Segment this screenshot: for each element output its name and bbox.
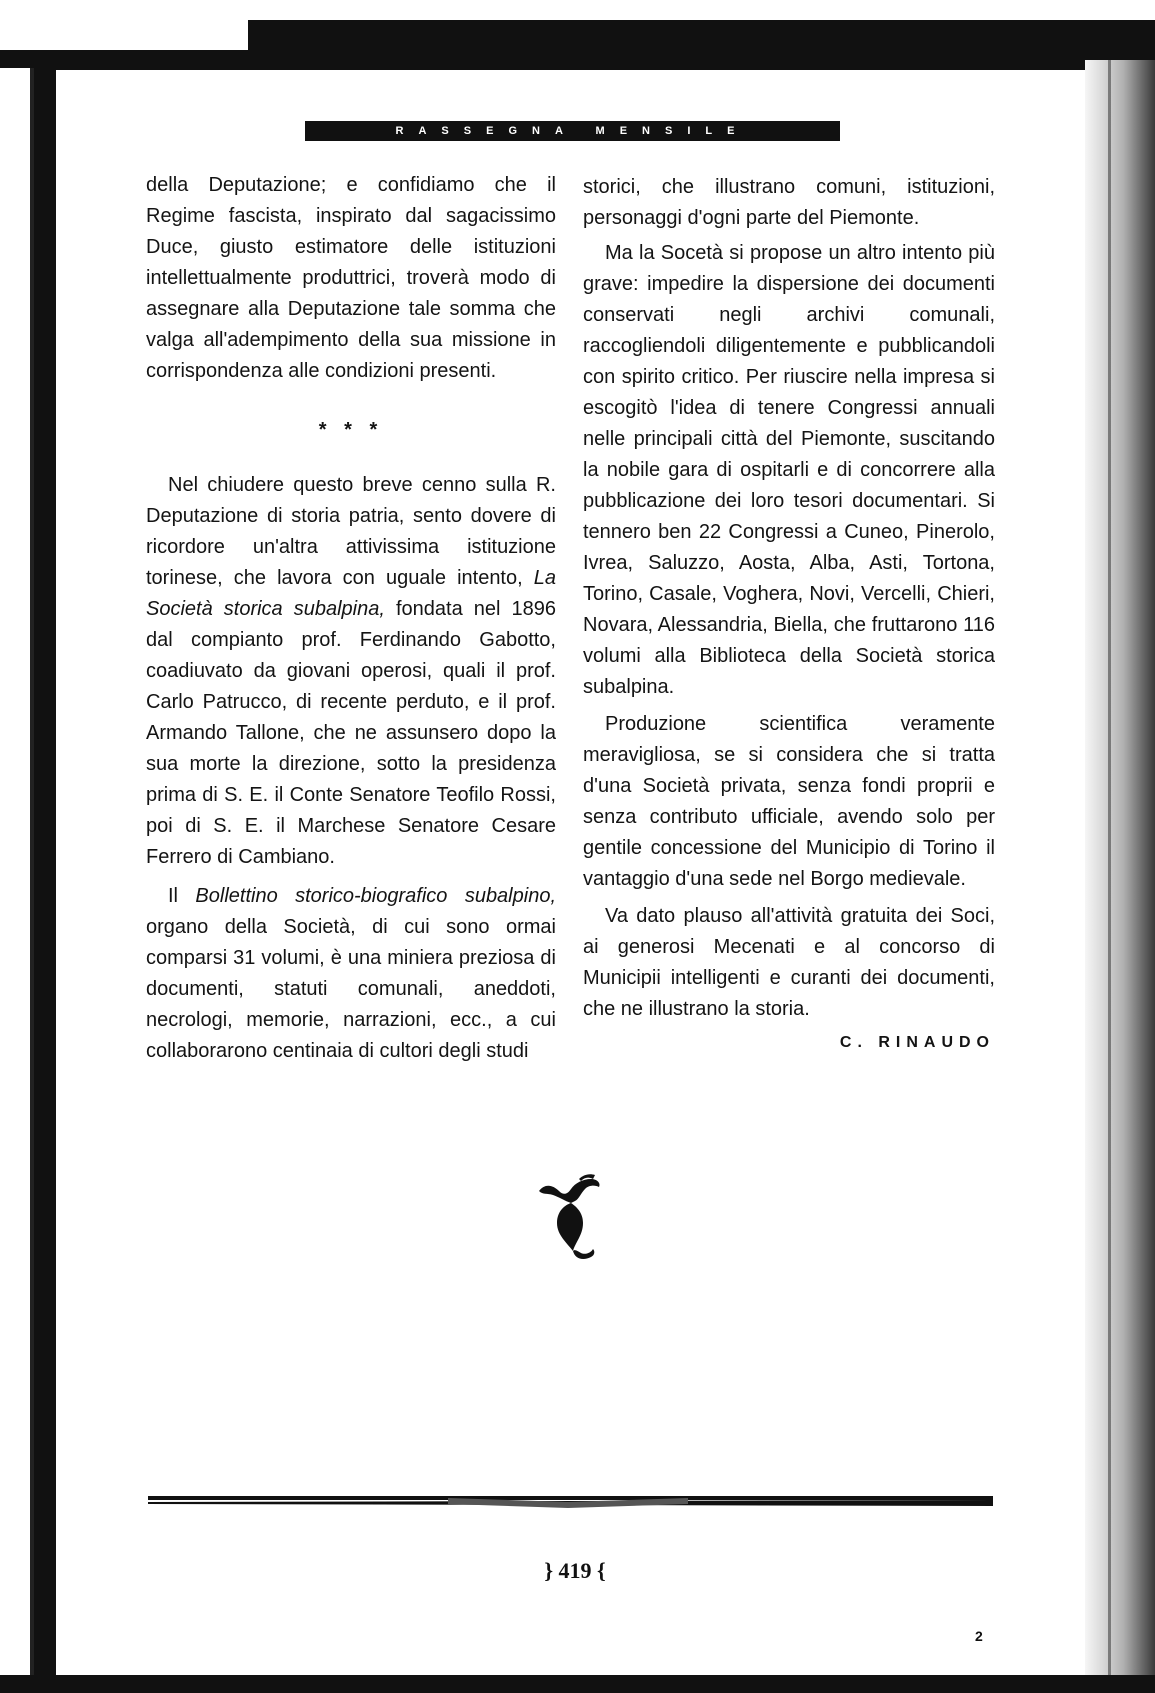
right-paragraph-4: Va dato plauso all'attività gratuita dei Soci, ai generosi Mecenati e al concorso di Municipii intelligenti e curanti dei documenti, che ne illustrano la storia. [583, 905, 995, 1020]
facing-page-edge [0, 68, 34, 1693]
scan-margin-top [0, 0, 1155, 20]
author-signature: C. RINAUDO [839, 1034, 995, 1051]
page-gutter-shadow [1085, 60, 1155, 1680]
page-number-value: 419 [558, 1558, 592, 1583]
left-paragraph-3-text-a: Il [168, 885, 196, 907]
footer-rule-ornament [148, 1490, 993, 1512]
left-paragraph-2-text-a: Nel chiudere questo breve cenno sulla R. Deputazione di storia patria, sento dovere di ricordore un'altra attivissima istituzione torinese, che lavora con uguale intento, [146, 474, 556, 589]
right-column [583, 172, 995, 1058]
section-separator: * * * [318, 419, 384, 441]
page-number: } 419 { [544, 1558, 606, 1583]
scan-shadow-top [248, 20, 1155, 52]
left-paragraph-3-text-b: organo della Società, di cui sono ormai comparsi 31 volumi, è una miniera preziosa di documenti, statuti comunali, aneddoti, necrologi, memorie, narrazioni, ecc., a cui collaborarono centinaia di cultori degli studi [146, 916, 556, 1062]
left-paragraph-3 [146, 881, 556, 1067]
signature-mark: 2 [975, 1628, 983, 1644]
right-paragraph-1: storici, che illustrano comuni, istituzioni, personaggi d'ogni parte del Piemonte. [583, 176, 995, 229]
right-paragraph-2: Ma la Socetà si propose un altro intento più grave: impedire la dispersione dei documenti conservati negli archivi comunali, raccogliendoli diligentemente e pubblicandoli con spirito critico. Per riuscire nella impresa si escogitò l'idea di tenere Congressi annuali nelle principali città del Piemonte, suscitando la nobile gara di ospitarli e di concorrere alla pubblicazione dei loro tesori documentari. Si tennero ben 22 Congressi a Cuneo, Pinerolo, Ivrea, Saluzzo, Aosta, Alba, Asti, Tortona, Torino, Casale, Voghera, Novi, Vercelli, Chieri, Novara, Alessandria, Biella, che fruttarono 116 volumi alla Biblioteca della Società storica subalpina. [583, 242, 995, 698]
right-paragraph-3: Produzione scientifica veramente meravigliosa, se si considera che si tratta d'una Società privata, senza fondi proprii e senza contributo ufficiale, avendo solo per gentile concessione del Municipio di Torino il vantaggio d'una sede nel Borgo medievale. [583, 713, 995, 890]
running-header-title: RASSEGNA MENSILE [395, 125, 750, 137]
left-paragraph-2 [146, 470, 556, 873]
left-paragraph-2-text-b: fondata nel 1896 dal compianto prof. Ferdinando Gabotto, coadiuvato da giovani operosi, quali il prof. Carlo Patrucco, di recente perduto, e il prof. Armando Tallone, che ne assunsero dopo la sua morte la direzione, sotto la presidenza prima di S. E. il Conte Senatore Teofilo Rossi, poi di S. E. il Marchese Senatore Cesare Ferrero di Cambiano. [146, 598, 556, 868]
gutter-line [1108, 60, 1111, 1680]
scan-shadow-bottom [0, 1675, 1155, 1693]
heart-ornament-icon [535, 1173, 605, 1263]
bulletin-title-italic: Bollettino storico-biografico subalpino, [195, 885, 556, 907]
left-paragraph-1: della Deputazione; e confidiamo che il Regime fascista, inspirato dal sagacissimo Duce, giusto estimatore delle istituzioni intellettualmente produttrici, troverà modo di assegnare alla Deputazione tale somma che valga all'adempimento della sua missione in corrispondenza alle condizioni presenti. [146, 174, 556, 382]
left-column [146, 170, 556, 1067]
society-name-italic: La Società storica subalpina, [146, 567, 556, 620]
scan-shadow-top-strip [0, 50, 1155, 70]
